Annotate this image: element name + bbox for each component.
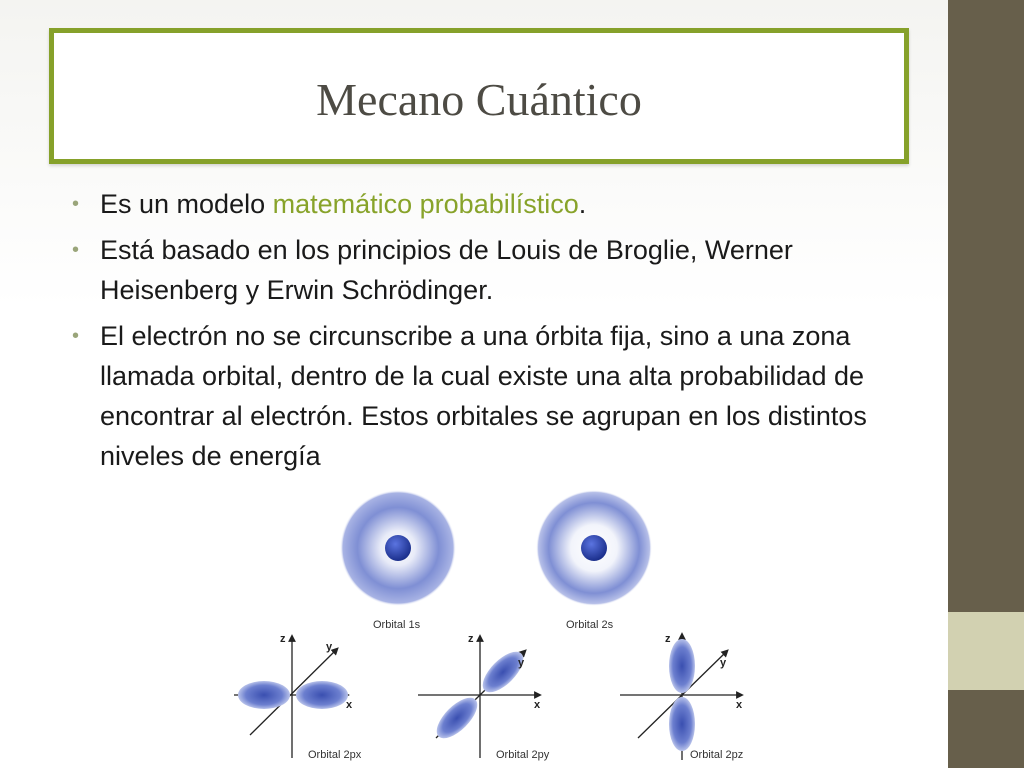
orbital-2s-diagram: [536, 490, 652, 631]
axis-x-label: x: [346, 699, 353, 711]
sidebar-band-bottom: [948, 690, 1024, 768]
orbital-2py-diagram: [418, 633, 550, 761]
axis-y-label: y: [720, 657, 727, 669]
bullet-1-accent: matemático probabilístico: [272, 189, 579, 219]
bullet-1-end: .: [578, 189, 587, 219]
bullet-2-text: Está basado en los principios de Louis de Broglie, Werner Heisenberg y Erwin Schrödinger.: [100, 235, 793, 305]
bullet-item-3: [72, 316, 912, 476]
orbital-1s-label: Orbital 1s: [373, 619, 421, 631]
bullet-item-2: [72, 230, 912, 310]
bullet-item-1: [72, 184, 912, 224]
orbital-2px-diagram: [234, 633, 362, 761]
axis-y-label: y: [326, 641, 333, 653]
slide-title: Mecano Cuántico: [316, 73, 642, 125]
axis-z-label: z: [665, 633, 671, 645]
orbital-2pz-diagram: [620, 633, 743, 761]
axis-x-label: x: [534, 699, 541, 711]
orbital-2px-label: Orbital 2px: [308, 749, 362, 761]
bullet-list: [72, 184, 912, 482]
axis-y-label: y: [518, 657, 525, 669]
orbital-1s-diagram: [340, 490, 456, 631]
bullet-dot-icon: •: [72, 193, 80, 215]
title-box: [49, 28, 909, 164]
bullet-3-text: El electrón no se circunscribe a una órbita fija, sino a una zona llamada orbital, dentro de la cual existe una alta probabilidad de encontrar al electrón. Estos orbitales se agrupan en los distintos niveles de energía: [100, 321, 867, 471]
orbital-2py-label: Orbital 2py: [496, 749, 550, 761]
orbital-2s-label: Orbital 2s: [566, 619, 614, 631]
bullet-1-text: Es un modelo: [100, 189, 273, 219]
orbital-2px-lobe-left: [238, 681, 290, 709]
orbital-2s-nucleus: [581, 535, 607, 561]
axis-z-label: z: [468, 633, 474, 645]
orbital-1s-nucleus: [385, 535, 411, 561]
orbital-2pz-lobe-upper: [669, 639, 695, 693]
bullet-dot-icon: •: [72, 325, 80, 347]
axis-x-label: x: [736, 699, 743, 711]
bullet-dot-icon: •: [72, 239, 80, 261]
sidebar-band-middle: [948, 612, 1024, 690]
orbitals-figure: [228, 490, 758, 768]
orbital-2pz-lobe-lower: [669, 697, 695, 751]
orbital-2px-lobe-right: [296, 681, 348, 709]
orbital-2pz-label: Orbital 2pz: [690, 749, 744, 761]
sidebar-band-top: [948, 0, 1024, 612]
axis-z-label: z: [280, 633, 286, 645]
